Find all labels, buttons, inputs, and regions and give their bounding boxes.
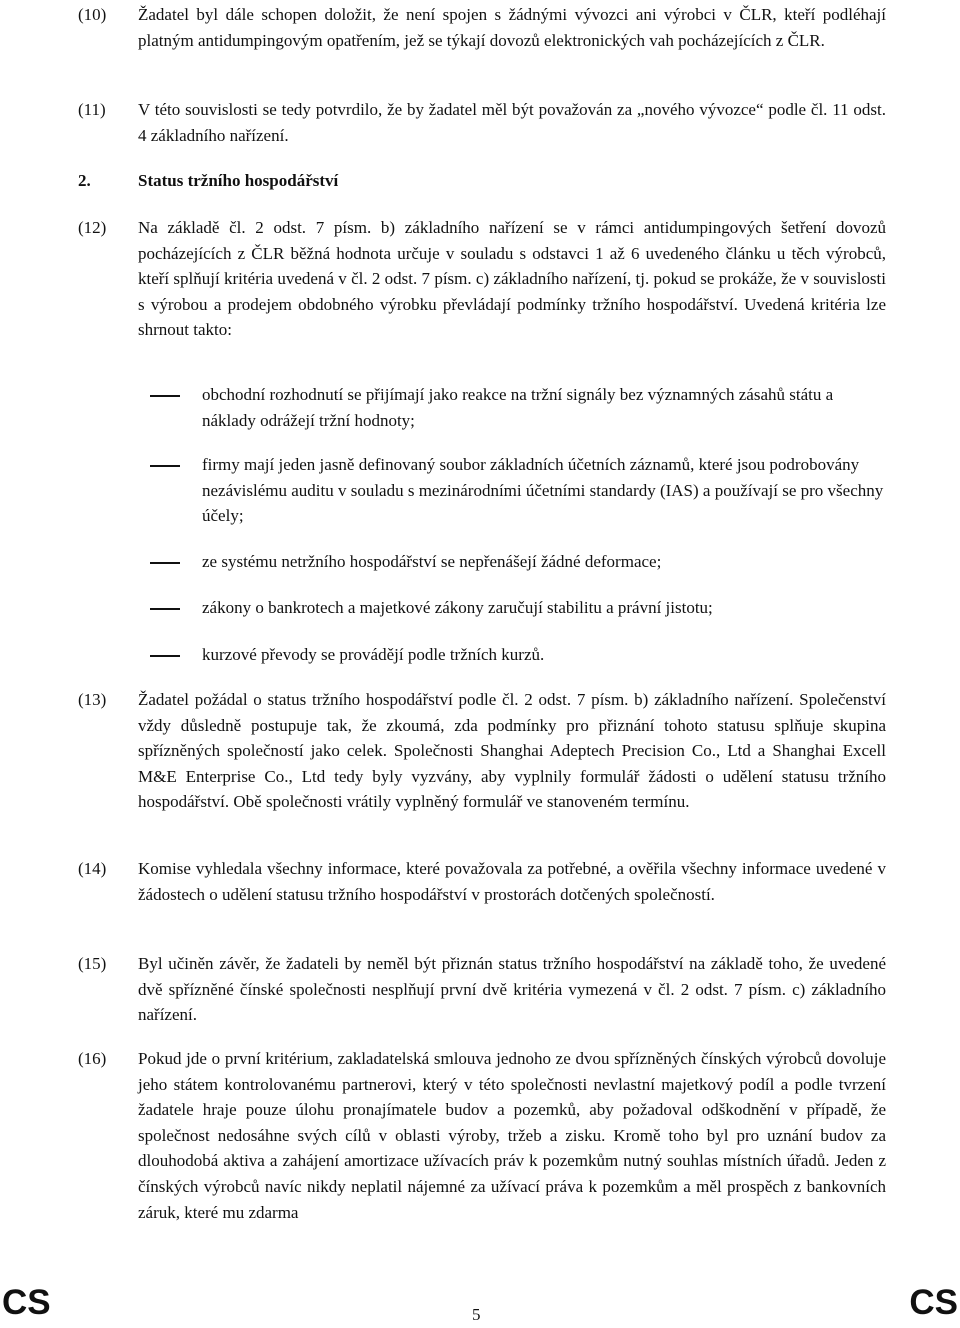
- paragraph-number: (11): [78, 100, 106, 119]
- paragraph-text: V této souvislosti se tedy potvrdilo, že by žadatel měl být považován za „nového vývozce“ podle čl. 11 odst. 4 základního nařízení.: [138, 100, 886, 145]
- paragraph-text: Na základě čl. 2 odst. 7 písm. b) základního nařízení se v rámci antidumpingových šetření dovozů pocházejících z ČLR běžná hodnota určuje v souladu s odstavci 1 až 6 uvedeného článku u těch výrobců, kteří splňují kritéria uvedená v čl. 2 odst. 7 písm. c) základního nařízení, tj. pokud se prokáže, že v souvislosti s výrobou a prodejem obdobného výrobku převládají podmínky tržního hospodářství. Uvedená kritéria lze shrnout takto:: [138, 218, 886, 340]
- criteria-item: [150, 642, 886, 668]
- paragraph-text: Pokud jde o první kritérium, zakladatelská smlouva jednoho ze dvou spřízněných čínských výrobců dovoluje jeho státem kontrolovanému partnerovi, který v této společnosti nevlastní majetkový podíl a podle tvrzení žadatele hraje pouze úlohu pronajímatele budov a pozemků, aby požadoval odškodnění v případě, že společnost nedosáhne svých cílů v oblasti výroby, tržeb a zisku. Kromě toho byl pro uznání budov za dlouhodobá aktiva a zahájení amortizace užívacích práv k pozemkům nutný souhlas místních úřadů. Jeden z čínských výrobců navíc nikdy neplatil nájemné za užívací práva k pozemkům a měl prospěch z bankovních záruk, které mu zdarma: [138, 1049, 886, 1222]
- criteria-text: kurzové převody se provádějí podle tržních kurzů.: [202, 645, 545, 664]
- paragraph-14: [78, 856, 886, 907]
- criteria-text: obchodní rozhodnutí se přijímají jako reakce na tržní signály bez významných zásahů státu a náklady odrážejí tržní hodnoty;: [202, 385, 834, 430]
- paragraph-15: [78, 951, 886, 1028]
- footer-language-code-right: CS: [909, 1283, 958, 1322]
- paragraph-number: (13): [78, 690, 107, 709]
- criteria-item: [150, 382, 886, 433]
- paragraph-text: Komise vyhledala všechny informace, které považovala za potřebné, a ověřila všechny informace uvedené v žádostech o udělení statusu tržního hospodářství v prostorách dotčených společností.: [138, 859, 886, 904]
- criteria-item: [150, 452, 886, 529]
- paragraph-number: (14): [78, 859, 107, 878]
- dash-bullet-icon: [150, 395, 180, 397]
- criteria-text: ze systému netržního hospodářství se nepřenášejí žádné deformace;: [202, 552, 662, 571]
- section-heading: [78, 168, 338, 194]
- paragraph-number: (10): [78, 5, 107, 24]
- paragraph-number: (16): [78, 1049, 107, 1068]
- paragraph-11: [78, 97, 886, 148]
- paragraph-16: [78, 1046, 886, 1225]
- section-number: 2.: [78, 171, 91, 190]
- criteria-text: firmy mají jeden jasně definovaný soubor základních účetních záznamů, které jsou podrobovány nezávislému auditu v souladu s mezinárodními účetními standardy (IAS) a používají se pro všechny účely;: [202, 455, 884, 526]
- section-title: Status tržního hospodářství: [138, 171, 339, 190]
- dash-bullet-icon: [150, 608, 180, 610]
- dash-bullet-icon: [150, 465, 180, 467]
- paragraph-text: Byl učiněn závěr, že žadateli by neměl být přiznán status tržního hospodářství na základě toho, že uvedené dvě spřízněné čínské společnosti nesplňují první dvě kritéria vymezená v čl. 2 odst. 7 písm. c) základního nařízení.: [138, 954, 886, 1025]
- criteria-item: [150, 595, 886, 621]
- paragraph-text: Žadatel byl dále schopen doložit, že není spojen s žádnými vývozci ani výrobci v ČLR, kteří podléhají platným antidumpingovým opatřením, jež se týkají dovozů elektronických vah pocházejících z ČLR.: [138, 5, 886, 50]
- paragraph-13: [78, 687, 886, 815]
- footer-language-code-left: CS: [2, 1283, 51, 1322]
- paragraph-number: (12): [78, 218, 107, 237]
- dash-bullet-icon: [150, 562, 180, 564]
- page-number: 5: [472, 1305, 481, 1324]
- paragraph-12: [78, 215, 886, 343]
- criteria-text: zákony o bankrotech a majetkové zákony zaručují stabilitu a právní jistotu;: [202, 598, 713, 617]
- paragraph-number: (15): [78, 954, 107, 973]
- criteria-item: [150, 549, 886, 575]
- paragraph-10: [78, 2, 886, 53]
- paragraph-text: Žadatel požádal o status tržního hospodářství podle čl. 2 odst. 7 písm. b) základního nařízení. Společenství vždy důsledně postupuje tak, že zkoumá, zda podmínky pro přiznání tohoto statusu splňuje skupina spřízněných společností jako celek. Společnosti Shanghai Adeptech Precision Co., Ltd a Shanghai Excell M&E Enterprise Co., Ltd tedy byly vyzvány, aby vyplnily formulář žádosti o udělení statusu tržního hospodářství. Obě společnosti vrátily vyplněný formulář ve stanoveném termínu.: [138, 690, 886, 812]
- dash-bullet-icon: [150, 655, 180, 657]
